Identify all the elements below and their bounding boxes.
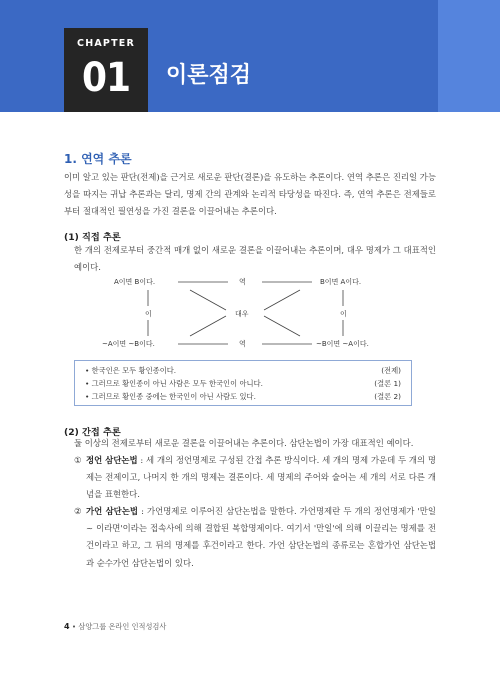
- section-intro-paragraph: 이미 알고 있는 판단(전제)을 근거로 새로운 판단(결론)을 유도하는 추론이다. 연역 추론은 진리일 가능성을 따지는 귀납 추론과는 달리, 명제 간의 관계와 논리적 타당성을 따진다. 즉, 연역 추론은 전제들로부터 절대적인 필연성을 가진 결론을 이끌어내는 추론이다.: [64, 172, 436, 217]
- example-tag: (결론 1): [374, 379, 401, 388]
- item-body: [86, 503, 436, 572]
- item-body: [86, 452, 436, 504]
- diagram-bottom-right: ~B이면 ~A이다.: [316, 340, 369, 348]
- chapter-number: 01: [81, 55, 131, 101]
- item-heading: 가언 삼단논법: [86, 506, 138, 516]
- diagram-bottom-mid: 역: [239, 340, 246, 348]
- header-accent-strip: [438, 0, 500, 112]
- diagram-bottom-left: ~A이면 ~B이다.: [102, 340, 155, 348]
- indirect-inference-paragraph: 둘 이상의 전제로부터 새로운 결론을 이끌어내는 추론이다. 삼단논법이 가장 대표적인 예이다.: [74, 438, 414, 448]
- diagram-top-mid: 역: [239, 278, 246, 286]
- contrapositive-diagram: [90, 272, 410, 356]
- example-tag: (결론 2): [374, 392, 401, 401]
- example-text: • 한국인은 모두 황인종이다.: [85, 366, 177, 375]
- page-footer: [64, 622, 166, 632]
- chapter-label: CHAPTER: [77, 38, 135, 49]
- item-number: ①: [74, 455, 82, 465]
- example-tag: (전제): [381, 366, 401, 375]
- diagram-right-mid: 이: [340, 310, 347, 318]
- chapter-box: [64, 28, 148, 112]
- diagram-top-left: A이면 B이다.: [114, 278, 156, 286]
- example-line: [85, 379, 401, 391]
- example-box: [74, 360, 412, 406]
- example-text: • 그러므로 황인종 중에는 한국인이 아닌 사람도 있다.: [85, 392, 256, 401]
- item-text: : 세 개의 정언명제로 구성된 간접 추론 방식이다. 세 개의 명제 가운데 두 개의 명제는 전제이고, 나머지 한 개의 명제는 결론이다. 세 명제의 주어와 술어는 세 개의 서로 다른 개념을 표현한다.: [86, 455, 436, 500]
- subsection-title-direct: (1) 직접 추론: [64, 232, 121, 243]
- item-text: : 가언명제로 이루어진 삼단논법을 말한다. 가언명제란 두 개의 정언명제가 '만일 ~ 이라면'이라는 접속사에 의해 결합된 복합명제이다. 여기서 '만일'에 의해 이끌리는 명제를 전건이라고 하고, 그 뒤의 명제를 후건이라고 한다. 가언 삼단논법의 종류로는 혼합가언 삼단논법과 순수가언 삼단논법이 있다.: [86, 506, 436, 568]
- item-heading: 정언 삼단논법: [86, 455, 138, 465]
- diagram-center: 대우: [235, 310, 249, 318]
- page-number: 4: [64, 622, 70, 631]
- book-title: 삼양그룹 온라인 인적성검사: [78, 622, 167, 631]
- direct-inference-paragraph: 한 개의 전제로부터 중간적 매개 없이 새로운 결론을 이끌어내는 추론이며, 대우 명제가 그 대표적인 예이다.: [74, 245, 436, 273]
- example-text: • 그러므로 황인종이 아닌 사람은 모두 한국인이 아니다.: [85, 379, 263, 388]
- example-line: [85, 366, 401, 378]
- item-number: ②: [74, 506, 82, 516]
- diagram-top-right: B이면 A이다.: [320, 278, 362, 286]
- footer-separator: •: [71, 622, 77, 631]
- chapter-title: 이론점검: [166, 63, 252, 88]
- example-line: [85, 392, 401, 404]
- subsection-title-indirect: (2) 간접 추론: [64, 427, 121, 438]
- diagram-left-mid: 이: [145, 310, 152, 318]
- section-title: 1. 연역 추론: [64, 152, 132, 166]
